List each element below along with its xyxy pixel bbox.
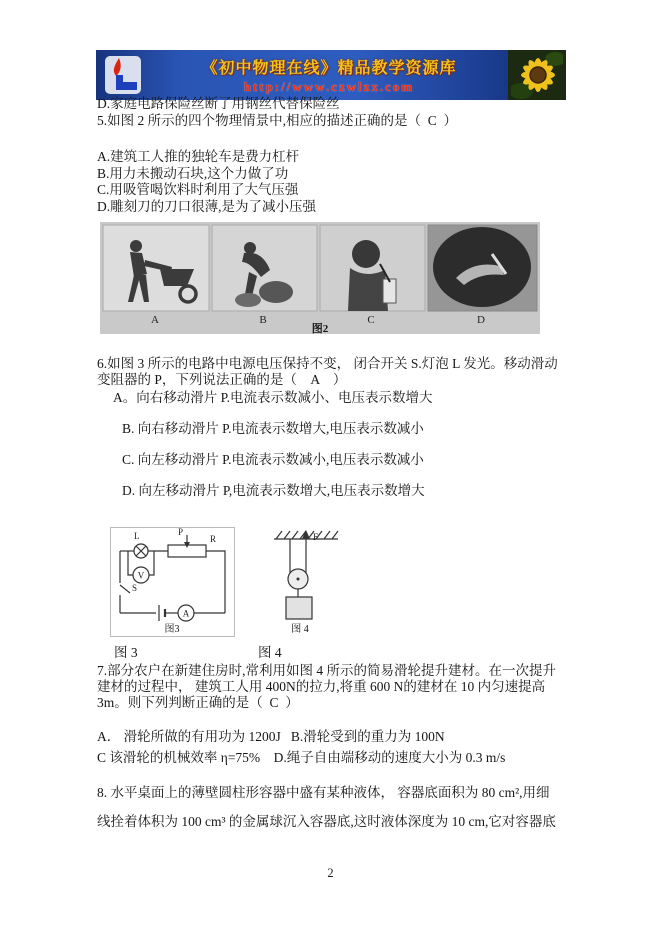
q5-option-c: C.用吸管喝饮料时利用了大气压强 (97, 182, 299, 197)
voltmeter-label: V (137, 570, 145, 581)
ammeter-label: A (182, 608, 190, 619)
figure3-inner-caption: 图3 (164, 624, 180, 635)
slider-label: P (178, 527, 184, 537)
q5-option-a: A.建筑工人推的独轮车是费力杠杆 (97, 149, 300, 164)
q4-option-d: D.家庭电路保险丝断了用钢丝代替保险丝 (97, 96, 340, 111)
q7-stem-line3: 3m。则下列判断正确的是（ C ） (97, 695, 299, 710)
q7-stem-line2: 建材的过程中， 建筑工人用 400N的拉力,将重 600 N的建材在 10 内匀速提高 (97, 679, 546, 694)
q6-option-a: A。向右移动滑片 P.电流表示数减小、电压表示数增大 (113, 390, 433, 405)
figure2-photo-strip (100, 222, 540, 339)
logo-graphic-icon (102, 54, 144, 96)
q7-stem-line1: 7.部分农户在新建住房时,常利用如图 4 所示的简易滑轮提升建材。在一次提升 (97, 663, 556, 678)
figure2-panel-label-c: C (367, 314, 375, 326)
sunflower-icon (508, 50, 566, 100)
figure2-panel-label-d: D (477, 314, 485, 326)
figure4-pulley-diagram (266, 527, 346, 642)
q5-option-d: D.雕刻刀的刀口很薄,是为了减小压强 (97, 199, 316, 214)
scene-knife-illustration (433, 227, 531, 307)
q5-stem: 5.如图 2 所示的四个物理情景中,相应的描述正确的是（ C ） (97, 113, 458, 128)
q6-stem-line1: 6.如图 3 所示的电路中电源电压保持不变， 闭合开关 S.灯泡 L 发光。移动滑动 (97, 356, 558, 371)
q6-option-d: D. 向左移动滑片 P,电流表示数增大,电压表示数增大 (122, 483, 425, 498)
q5-option-b: B.用力未搬动石块,这个力做了功 (97, 166, 289, 181)
q7-options-cd: C 该滑轮的机械效率 η=75% D.绳子自由端移动的速度大小为 0.3 m/s (97, 750, 506, 765)
figure2-panel-label-b: B (259, 314, 267, 326)
q7-options-ab: A． 滑轮所做的有用功为 1200J B.滑轮受到的重力为 100N (97, 729, 445, 744)
site-logo-icon (96, 50, 150, 100)
banner-title: 《初中物理在线》精品教学资源库 (201, 60, 457, 77)
q6-option-b: B. 向右移动滑片 P.电流表示数增大,电压表示数减小 (122, 421, 424, 436)
resistor-label: R (210, 534, 217, 544)
figure2-panel-label-a: A (151, 314, 159, 326)
banner-text-block (150, 50, 508, 100)
q6-stem-line2: 变阻器的 P，下列说法正确的是（ A ） (97, 372, 347, 387)
switch-label: S (132, 583, 138, 593)
q6-option-c: C. 向左移动滑片 P.电流表示数减小,电压表示数减小 (122, 452, 424, 467)
q8-stem-line2: 线拴着体积为 100 cm³ 的金属球沉入容器底,这时液体深度为 10 cm,它对容器底 (97, 814, 556, 829)
figure3-circuit-diagram (110, 527, 235, 642)
force-label: F (313, 532, 319, 542)
figure4-label: 图 4 (258, 645, 282, 660)
page-number: 2 (327, 866, 334, 880)
figure3-label: 图 3 (114, 645, 138, 660)
q8-stem-line1: 8. 水平桌面上的薄壁圆柱形容器中盛有某种液体， 容器底面积为 80 cm²,用细 (97, 785, 550, 800)
lamp-label: L (134, 531, 140, 541)
figure2-caption: 图2 (311, 323, 329, 334)
banner-url: http://www.czwlzx.com (243, 79, 415, 94)
site-banner (96, 50, 566, 100)
figure4-inner-caption: 图 4 (291, 624, 309, 635)
